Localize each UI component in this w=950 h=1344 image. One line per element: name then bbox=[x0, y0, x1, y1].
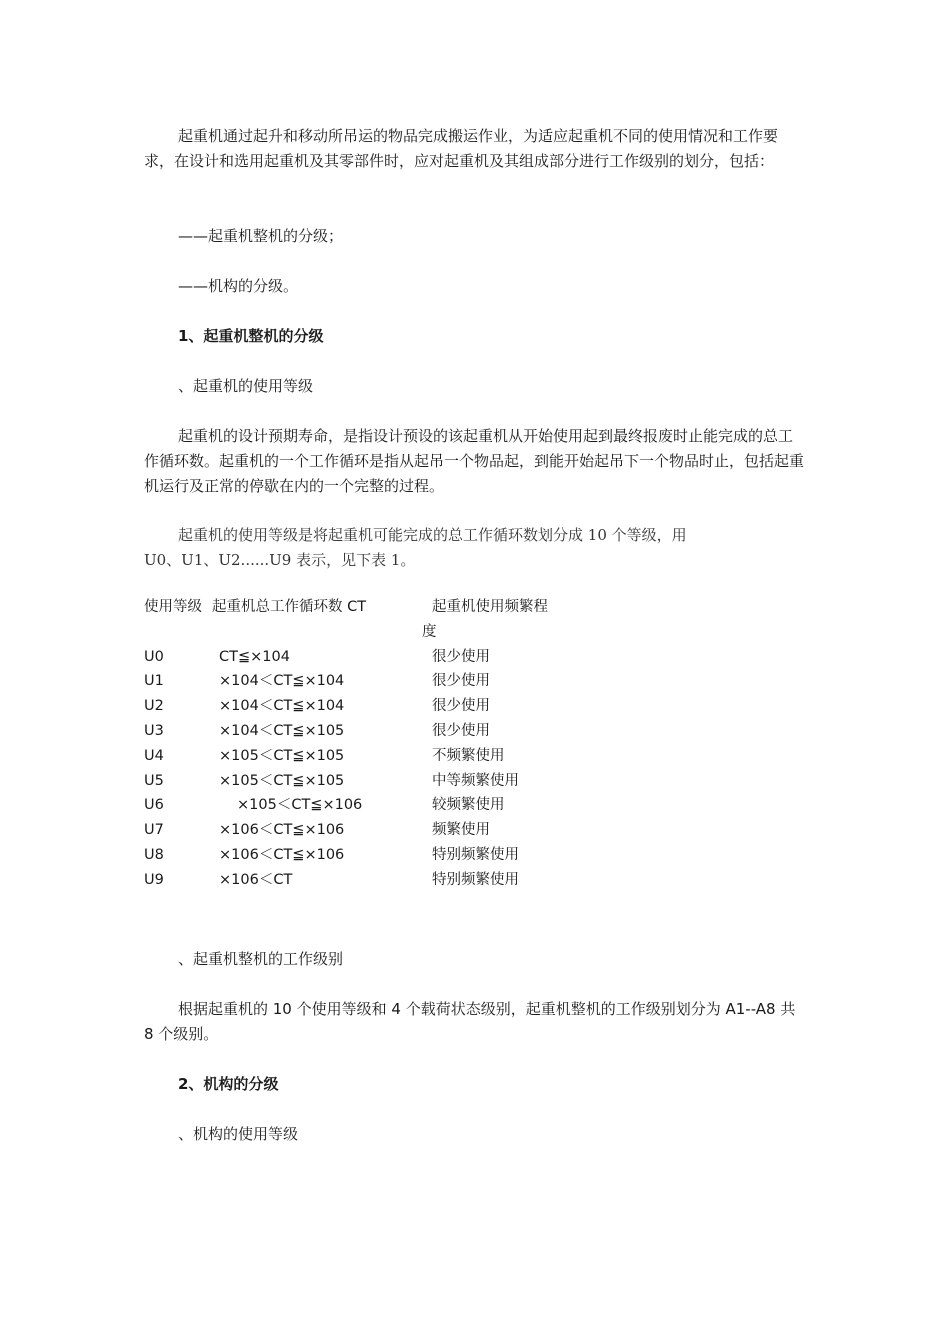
header-total-cycles: 起重机总工作循环数 CT bbox=[212, 599, 367, 615]
cell-frequency: 中等频繁使用 bbox=[432, 772, 519, 789]
table-row bbox=[144, 669, 664, 694]
table-header-row-continued bbox=[144, 620, 664, 645]
cell-class: U0 bbox=[144, 648, 164, 665]
cell-cycles: ×104＜CT≦×104 bbox=[219, 698, 345, 715]
intro-paragraph: 起重机通过起升和移动所吊运的物品完成搬运作业，为适应起重机不同的使用情况和工作要求，在设计和选用起重机及其零部件时，应对起重机及其组成部分进行工作级别的划分，包括： bbox=[144, 127, 779, 170]
table-row bbox=[144, 793, 664, 818]
header-frequency: 起重机使用频繁程 bbox=[432, 599, 548, 615]
cell-cycles: CT≦×104 bbox=[219, 648, 290, 665]
cell-class: U4 bbox=[144, 747, 164, 764]
cell-cycles: ×106＜CT≦×106 bbox=[219, 822, 345, 839]
section2-heading: 2、机构的分级 bbox=[178, 1075, 279, 1093]
cell-cycles: ×105＜CT≦×105 bbox=[219, 772, 345, 789]
cell-cycles: ×106＜CT≦×106 bbox=[219, 846, 345, 863]
table-row bbox=[144, 868, 664, 893]
cell-frequency: 很少使用 bbox=[432, 673, 490, 690]
table-row bbox=[144, 645, 664, 670]
cell-cycles: ×104＜CT≦×105 bbox=[219, 722, 345, 739]
section1-sub1-heading: 、起重机的使用等级 bbox=[178, 377, 314, 395]
section1-paragraph-work-class: 根据起重机的 10 个使用等级和 4 个载荷状态级别，起重机整机的工作级别划分为 A1--A8 共 8 个级别。 bbox=[144, 1000, 796, 1043]
cell-frequency: 频繁使用 bbox=[432, 822, 490, 839]
header-usage-class: 使用等级 bbox=[144, 599, 202, 615]
cell-frequency: 不频繁使用 bbox=[432, 747, 505, 764]
section1-heading: 1、起重机整机的分级 bbox=[178, 327, 324, 345]
table-row bbox=[144, 719, 664, 744]
section1-sub2-heading: 、起重机整机的工作级别 bbox=[178, 950, 344, 968]
table-row bbox=[144, 694, 664, 719]
header-frequency-continued: 度 bbox=[422, 623, 437, 640]
cell-class: U9 bbox=[144, 871, 164, 888]
table-row bbox=[144, 818, 664, 843]
section1-paragraph-lifetime: 起重机的设计预期寿命，是指设计预设的该起重机从开始使用起到最终报废时止能完成的总工作循环数。起重机的一个工作循环是指从起吊一个物品起，到能开始起吊下一个物品时止，包括起重机运行及正常的停歇在内的一个完整的过程。 bbox=[144, 427, 805, 495]
cell-frequency: 较频繁使用 bbox=[432, 797, 505, 814]
table-row bbox=[144, 769, 664, 794]
table-row bbox=[144, 744, 664, 769]
cell-frequency: 特别频繁使用 bbox=[432, 846, 519, 863]
list-item-mechanism-classification: ——机构的分级。 bbox=[178, 277, 299, 295]
cell-class: U1 bbox=[144, 673, 164, 690]
cell-frequency: 很少使用 bbox=[432, 698, 490, 715]
cell-class: U3 bbox=[144, 722, 164, 739]
cell-cycles: ×105＜CT≦×106 bbox=[237, 797, 363, 814]
usage-class-table bbox=[144, 595, 664, 893]
cell-cycles: ×104＜CT≦×104 bbox=[219, 673, 345, 690]
section2-sub1-heading: 、机构的使用等级 bbox=[178, 1125, 299, 1143]
table-row bbox=[144, 843, 664, 868]
cell-frequency: 很少使用 bbox=[432, 648, 490, 665]
list-item-crane-classification: ——起重机整机的分级； bbox=[178, 227, 344, 245]
cell-class: U6 bbox=[144, 797, 164, 814]
section1-paragraph-usage-line1: 起重机的使用等级是将起重机可能完成的总工作循环数划分成 10 个等级，用 bbox=[178, 526, 687, 544]
cell-class: U2 bbox=[144, 698, 164, 715]
cell-frequency: 很少使用 bbox=[432, 722, 490, 739]
cell-cycles: ×105＜CT≦×105 bbox=[219, 747, 345, 764]
cell-class: U8 bbox=[144, 846, 164, 863]
section1-paragraph-usage-line2: U0、U1、U2......U9 表示，见下表 1。 bbox=[144, 551, 416, 569]
cell-class: U7 bbox=[144, 822, 164, 839]
cell-frequency: 特别频繁使用 bbox=[432, 871, 519, 888]
cell-class: U5 bbox=[144, 772, 164, 789]
cell-cycles: ×106＜CT bbox=[219, 871, 293, 888]
table-header-row bbox=[144, 595, 664, 620]
